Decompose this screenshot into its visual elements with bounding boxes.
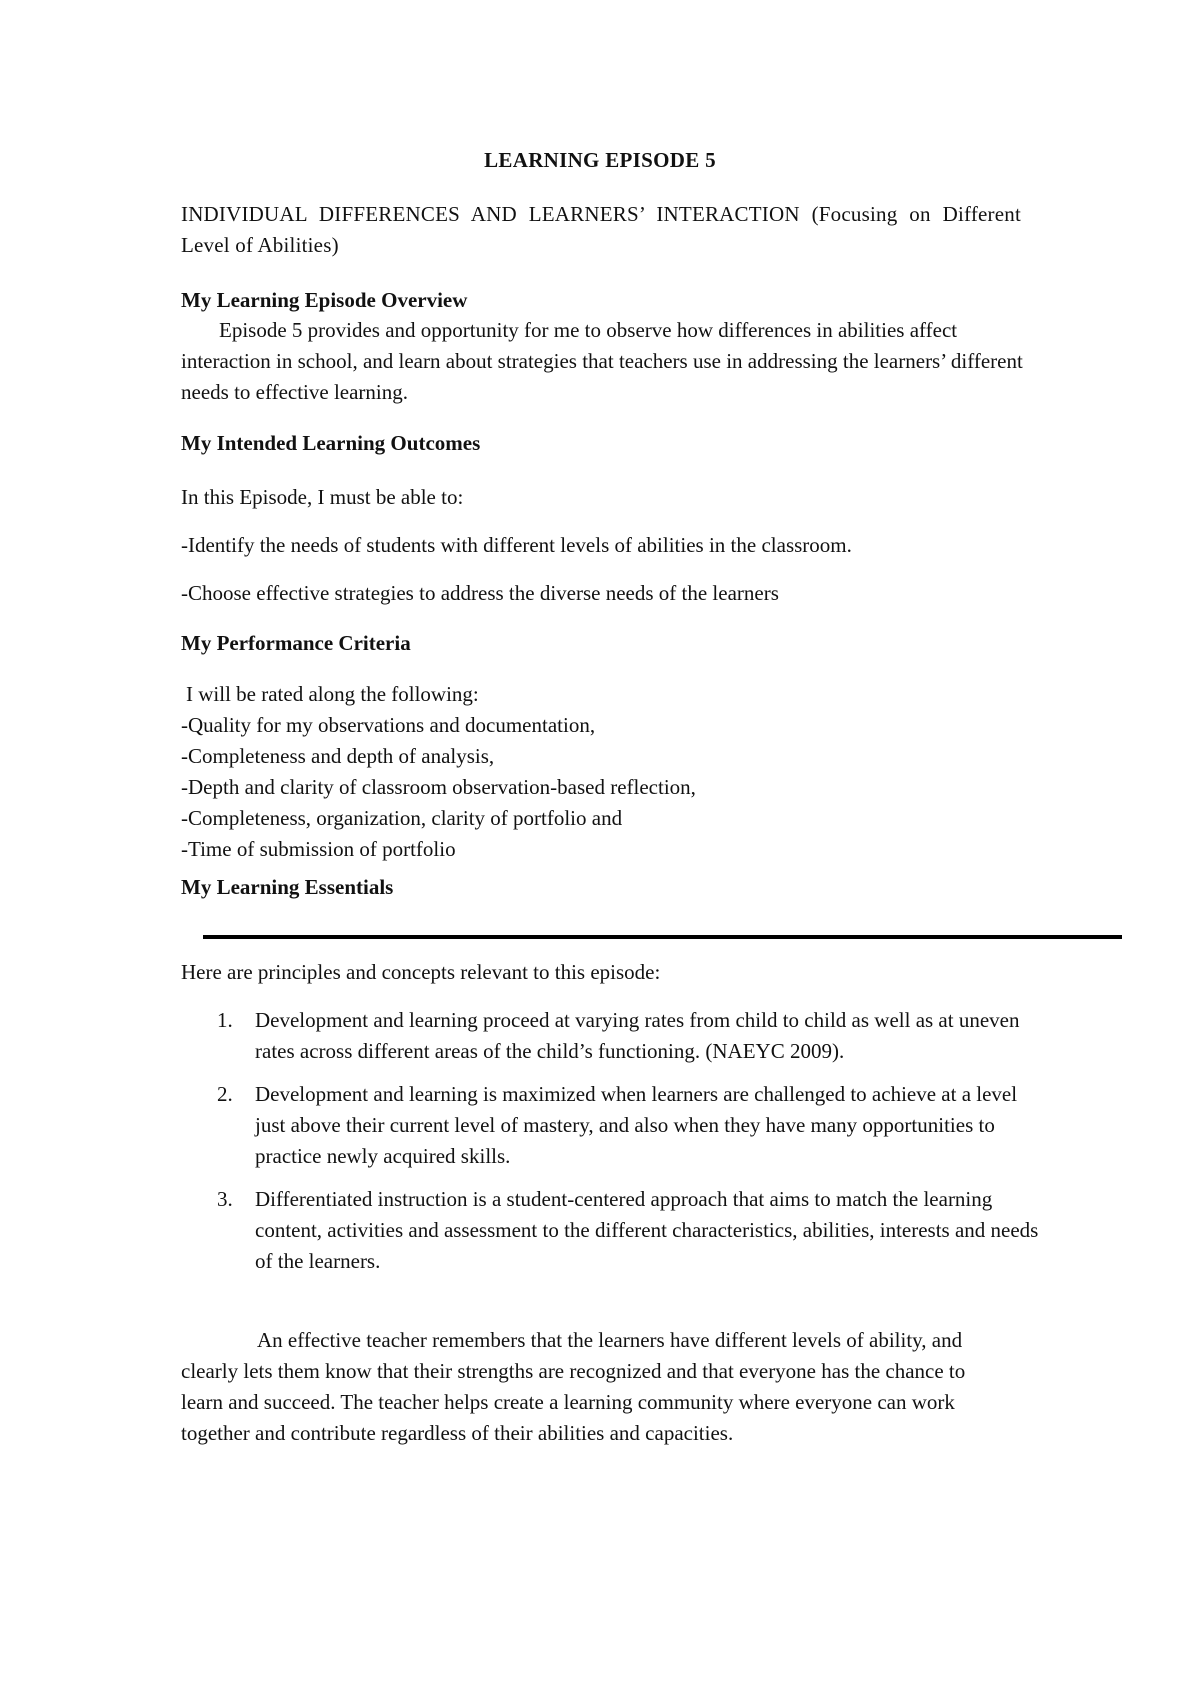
list-number: 3.	[217, 1187, 233, 1211]
principle-text: Development and learning is maximized when learners are challenged to achieve at a level just above their current level of mastery, and also when they have many opportunities to practice newly acquired skills.	[255, 1082, 1018, 1168]
outcomes-heading: My Intended Learning Outcomes	[181, 431, 481, 455]
outcomes-intro: In this Episode, I must be able to:	[181, 485, 464, 509]
section-divider	[203, 935, 1122, 939]
list-number: 1.	[217, 1008, 233, 1032]
essentials-heading: My Learning Essentials	[181, 875, 394, 899]
closing-paragraph: An effective teacher remembers that the learners have different levels of ability, and clearly lets them know that their strengths are recognized and that everyone has the chance to learn and succeed. The teacher helps create a learning community where everyone can work together and contribute regardless of their abilities and capacities.	[181, 1328, 966, 1445]
criteria-list	[181, 679, 1021, 865]
criteria-item: -Depth and clarity of classroom observation-based reflection,	[181, 775, 696, 799]
criteria-item: -Quality for my observations and documentation,	[181, 713, 596, 737]
list-number: 2.	[217, 1082, 233, 1106]
criteria-item: -Time of submission of portfolio	[181, 837, 456, 861]
list-item	[181, 1184, 1041, 1277]
page-title: LEARNING EPISODE 5	[484, 148, 716, 172]
overview-heading: My Learning Episode Overview	[181, 288, 468, 312]
principle-text: Development and learning proceed at varying rates from child to child as well as at uneven rates across different areas of the child’s functioning. (NAEYC 2009).	[255, 1008, 1020, 1063]
list-item	[181, 1005, 1041, 1067]
outcome-item: -Choose effective strategies to address the diverse needs of the learners	[181, 581, 779, 605]
list-item	[181, 1079, 1041, 1172]
criteria-item: -Completeness, organization, clarity of portfolio and	[181, 806, 623, 830]
criteria-item: -Completeness and depth of analysis,	[181, 744, 495, 768]
principle-text: Differentiated instruction is a student-centered approach that aims to match the learning content, activities and assessment to the different characteristics, abilities, interests and needs of the learners.	[255, 1187, 1039, 1273]
principles-list	[181, 1005, 1041, 1277]
essentials-intro: Here are principles and concepts relevant to this episode:	[181, 960, 661, 984]
criteria-intro: I will be rated along the following:	[186, 682, 479, 706]
episode-subtitle: INDIVIDUAL DIFFERENCES AND LEARNERS’ INTERACTION (Focusing on Different Level of Abilities)	[181, 202, 1021, 257]
criteria-heading: My Performance Criteria	[181, 631, 411, 655]
outcome-item: -Identify the needs of students with different levels of abilities in the classroom.	[181, 533, 852, 557]
overview-text: Episode 5 provides and opportunity for me to observe how differences in abilities affect interaction in school, and learn about strategies that teachers use in addressing the learners’ different needs to effective learning.	[181, 318, 1023, 404]
